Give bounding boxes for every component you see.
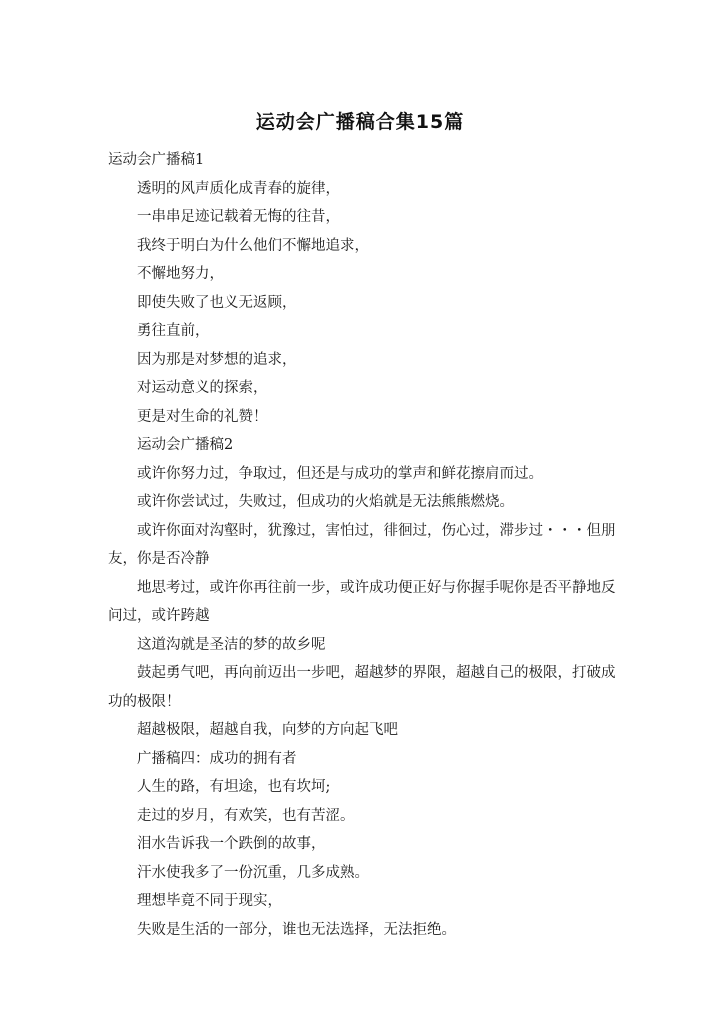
body-line: 理想毕竟不同于现实， (137, 893, 282, 909)
body-line: 我终于明白为什么他们不懈地追求， (137, 237, 369, 254)
body-line: 不懈地努力， (137, 266, 224, 282)
body-line: 更是对生命的礼赞！ (137, 408, 268, 425)
body-line: 即使失败了也义无返顾， (137, 294, 297, 311)
body-line: 走过的岁月，有欢笑，也有苦涩。 (137, 807, 355, 824)
body-line: 一串串足迹记载着无悔的往昔， (137, 209, 340, 225)
body-line: 超越极限，超越自我，向梦的方向起飞吧 (137, 722, 398, 738)
body-line: 因为那是对梦想的追求， (137, 351, 297, 368)
body-line: 这道沟就是圣洁的梦的故乡呢 (137, 636, 326, 653)
body-line: 人生的路，有坦途，也有坎坷; (137, 779, 331, 795)
body-line: 运动会广播稿1 (108, 152, 205, 168)
document-title: 运动会广播稿合集15篇 (255, 111, 465, 133)
body-line: 对运动意义的探索， (137, 380, 268, 396)
body-line: 或许你努力过，争取过，但还是与成功的掌声和鲜花擦肩而过。 (137, 465, 543, 482)
body-line: 泪水告诉我一个跌倒的故事， (137, 836, 326, 852)
body-line: 透明的风声质化成青春的旋律， (137, 180, 340, 197)
body-line: 广播稿四：成功的拥有者 (137, 750, 297, 767)
body-line: 或许你尝试过，失败过，但成功的火焰就是无法熊熊燃烧。 (137, 494, 514, 510)
body-line: 鼓起勇气吧，再向前迈出一步吧，超越梦的界限，超越自己的极限，打破成功的极限！ (108, 665, 616, 710)
body-line: 地思考过，或许你再往前一步，或许成功便正好与你握手呢你是否平静地反问过，或许跨越 (108, 579, 616, 624)
body-line: 失败是生活的一部分，谁也无法选择，无法拒绝。 (137, 921, 456, 938)
body-line: 运动会广播稿2 (137, 437, 234, 453)
body-line: 汗水使我多了一份沉重，几多成熟。 (137, 864, 369, 881)
body-line: 勇往直前， (137, 323, 210, 339)
body-line: 或许你面对沟壑时，犹豫过，害怕过，徘徊过，伤心过，滞步过・・・但朋友，你是否冷静 (108, 522, 616, 567)
document-body (108, 146, 618, 944)
